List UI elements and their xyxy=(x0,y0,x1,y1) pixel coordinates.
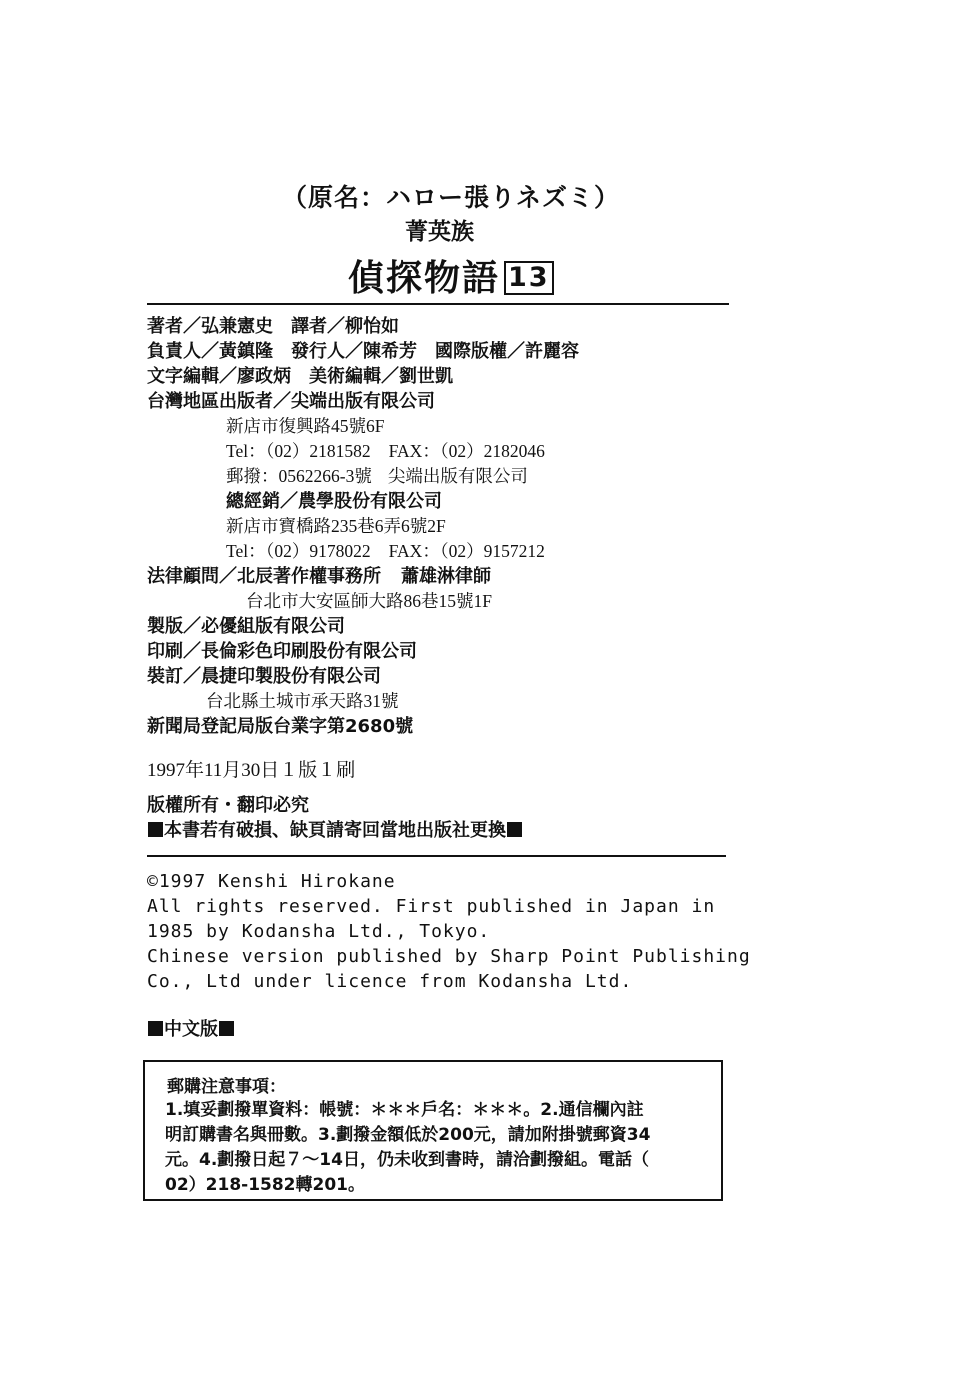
series-name: 菁英族 xyxy=(405,219,474,245)
edition-date: 1997年11月30日１版１刷 xyxy=(147,760,356,781)
translator: 譯者／柳怡如 xyxy=(291,316,399,337)
licence-line: Co., Ltd under licence from Kodansha Ltd. xyxy=(147,971,633,992)
defect-notice-text: 本書若有破損、缺頁請寄回當地出版社更換 xyxy=(164,820,506,841)
chinese-edition-text: 中文版 xyxy=(164,1019,218,1040)
credit-line-responsible xyxy=(147,339,579,364)
distributor-fax: FAX：（02）9157212 xyxy=(388,541,545,561)
publisher-name: 台灣地區出版者／尖端出版有限公司 xyxy=(147,391,435,412)
binder-address: 台北縣土城市承天路31號 xyxy=(206,691,399,711)
issuer: 發行人／陳希芳 xyxy=(291,341,417,362)
plate-maker: 製版／必優組版有限公司 xyxy=(147,616,345,637)
postal-account: 郵撥：0562266-3號 xyxy=(226,466,372,486)
book-title-text: 偵探物語 xyxy=(348,258,501,299)
distributor-contact xyxy=(226,539,545,564)
credit-line-author xyxy=(147,314,399,339)
distributor-address: 新店市寶橋路235巷6弄6號2F xyxy=(226,516,446,536)
publisher-tel: Tel：（02）2181582 xyxy=(226,441,371,461)
postal-transfer xyxy=(226,464,528,489)
notice-line: 明訂購書名與冊數。3.劃撥金額低於200元，請加附掛號郵資34 xyxy=(165,1125,651,1145)
square-bullet-icon xyxy=(507,822,522,837)
registration-number: 新聞局登記局版台業字第2680號 xyxy=(147,716,414,737)
square-bullet-icon xyxy=(219,1021,234,1036)
chinese-edition-marker xyxy=(147,1017,235,1042)
legal-lawyer: 蕭雄淋律師 xyxy=(401,566,491,587)
square-bullet-icon xyxy=(148,822,163,837)
art-editor: 美術編輯／劉世凱 xyxy=(309,366,453,387)
credit-line-editors xyxy=(147,364,453,389)
notice-line: 1.填妥劃撥單資料：帳號：＊＊＊戶名：＊＊＊。2.通信欄內註 xyxy=(165,1100,644,1120)
chinese-version-line: Chinese version published by Sharp Point Publishing xyxy=(147,946,751,967)
book-title xyxy=(348,250,554,301)
distributor: 總經銷／農學股份有限公司 xyxy=(226,491,442,512)
responsible-person: 負責人／黃鎮隆 xyxy=(147,341,273,362)
mail-order-notice xyxy=(143,1060,723,1201)
publisher-line: 1985 by Kodansha Ltd., Tokyo. xyxy=(147,921,491,942)
notice-line: 02）218-1582轉201。 xyxy=(165,1175,365,1195)
binder: 裝訂／晨捷印製股份有限公司 xyxy=(147,666,381,687)
legal-firm: 法律顧問／北辰著作權事務所 xyxy=(147,566,381,587)
notice-heading: 郵購注意事項： xyxy=(167,1077,286,1097)
top-divider xyxy=(147,303,729,305)
square-bullet-icon xyxy=(148,1021,163,1036)
legal-counsel xyxy=(147,564,491,589)
publisher-address: 新店市復興路45號6F xyxy=(226,416,385,436)
rights-line: All rights reserved. First published in Japan in xyxy=(147,896,716,917)
defect-notice xyxy=(147,818,523,843)
postal-name: 尖端出版有限公司 xyxy=(387,466,528,486)
notice-line: 元。4.劃撥日起７～14日，仍未收到書時，請洽劃撥組。電話（ xyxy=(165,1150,649,1170)
middle-divider xyxy=(147,855,726,857)
author: 著者／弘兼憲史 xyxy=(147,316,273,337)
publisher-contact xyxy=(226,439,545,464)
printer: 印刷／長倫彩色印刷股份有限公司 xyxy=(147,641,417,662)
publisher-fax: FAX：（02）2182046 xyxy=(388,441,545,461)
rights-manager: 國際版權／許麗容 xyxy=(435,341,579,362)
copyright-line: ©1997 Kenshi Hirokane xyxy=(147,871,396,892)
text-editor: 文字編輯／廖政炳 xyxy=(147,366,291,387)
notice-body xyxy=(165,1098,713,1198)
distributor-tel: Tel：（02）9178022 xyxy=(226,541,371,561)
volume-number: 13 xyxy=(504,261,554,295)
legal-address: 台北市大安區師大路86巷15號1F xyxy=(246,591,492,611)
original-title: （原名：ハロー張りネズミ） xyxy=(282,183,621,212)
rights-reserved: 版權所有・翻印必究 xyxy=(147,795,309,816)
